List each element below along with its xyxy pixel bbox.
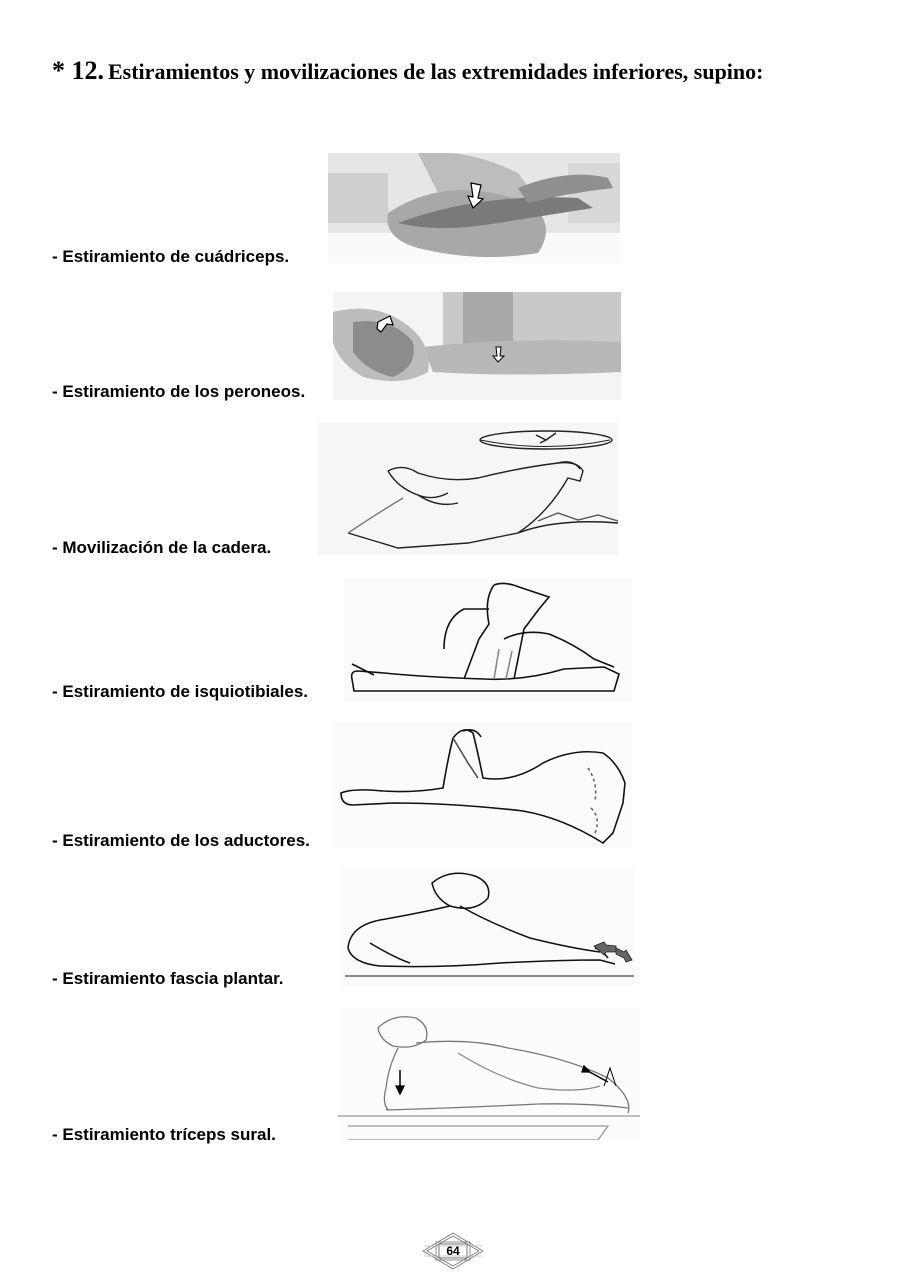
plantar-fascia-stretch-drawing: [340, 868, 634, 986]
peroneal-stretch-photo: [333, 292, 621, 400]
exercise-label: - Estiramiento tríceps sural.: [52, 1125, 276, 1144]
section-heading: Estiramientos y movilizaciones de las extremidades inferiores, supino:: [108, 59, 764, 84]
hip-mobilization-drawing: [318, 423, 618, 555]
triceps-sural-stretch-drawing: [338, 1008, 640, 1140]
exercise-label: - Estiramiento fascia plantar.: [52, 969, 284, 988]
hamstring-stretch-drawing: [344, 579, 632, 701]
page-title: [52, 56, 872, 86]
exercise-label: - Estiramiento de cuádriceps.: [52, 247, 290, 266]
exercise-label: - Estiramiento de isquiotibiales.: [52, 682, 308, 701]
adductor-stretch-drawing: [333, 723, 633, 848]
section-number: * 12.: [52, 56, 104, 85]
page-number: 64: [446, 1244, 460, 1258]
exercise-label: - Estiramiento de los aductores.: [52, 831, 310, 850]
quadriceps-stretch-photo: [328, 153, 620, 263]
exercise-label: - Movilización de la cadera.: [52, 538, 272, 557]
page-number-badge: [422, 1232, 484, 1270]
exercise-label: - Estiramiento de los peroneos.: [52, 382, 306, 401]
